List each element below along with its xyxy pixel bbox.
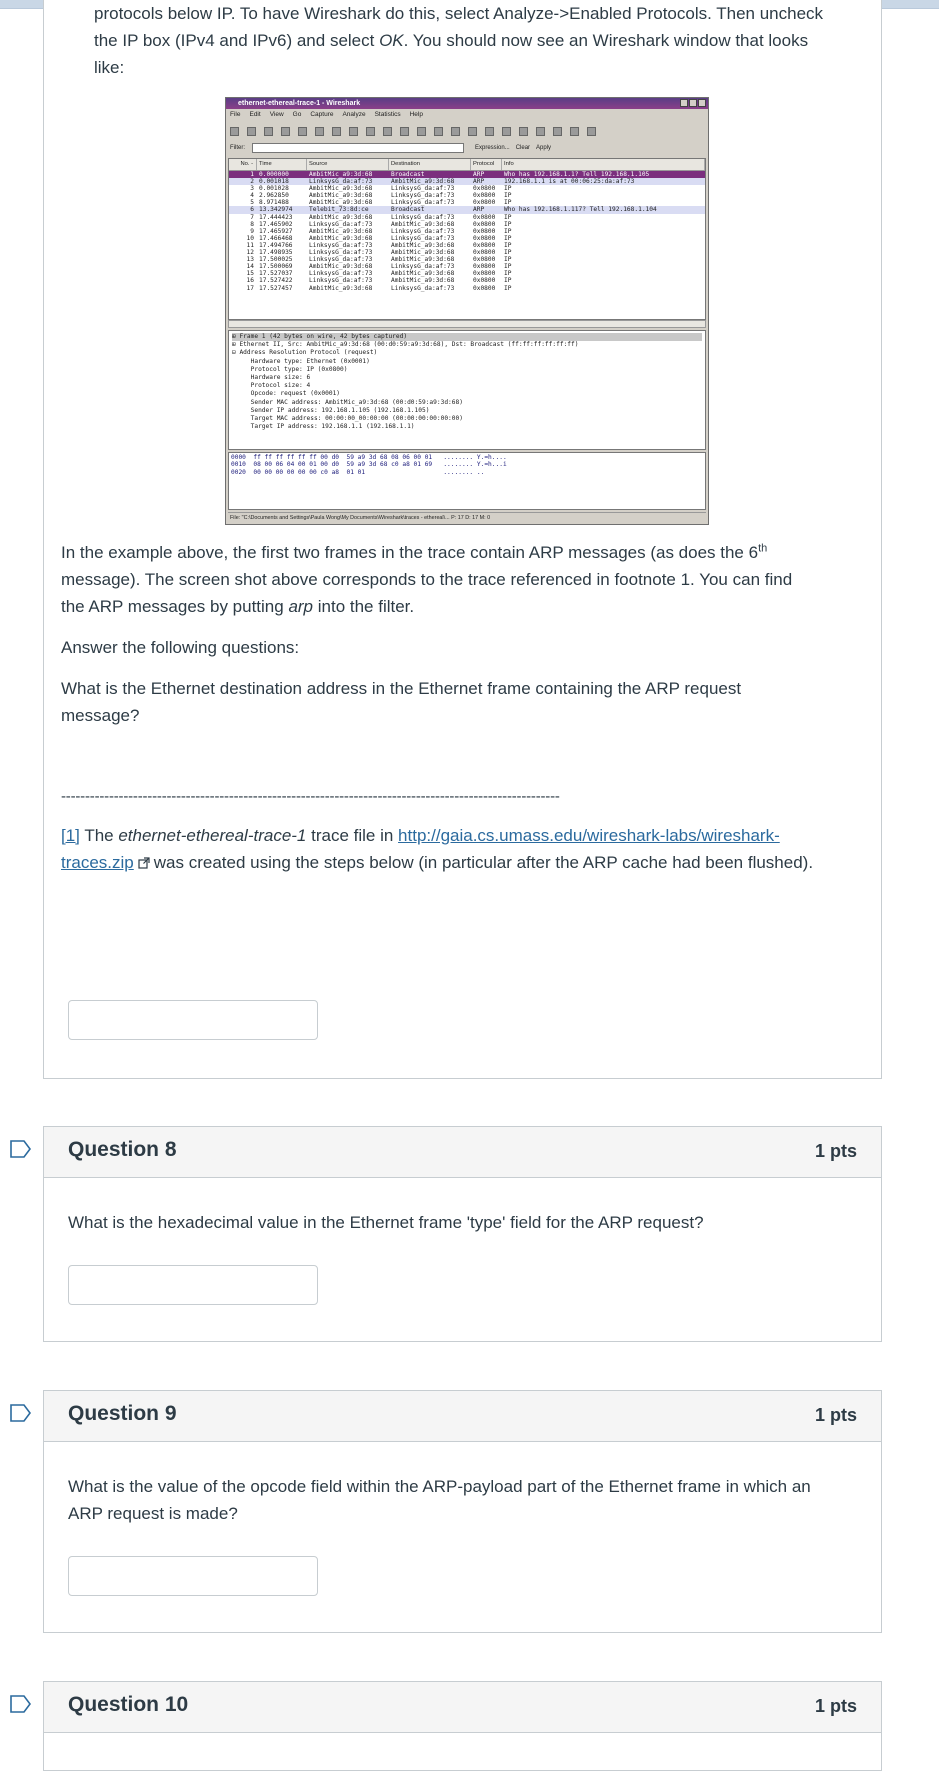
toolbar-icon xyxy=(383,127,392,136)
packet-cell: LinksysG_da:af:73 xyxy=(391,284,455,292)
wireshark-filter-bar xyxy=(230,142,704,154)
packet-cell: 12 xyxy=(246,249,254,257)
toolbar-icon xyxy=(264,127,273,136)
packet-cell: AmbitMic_a9:3d:68 xyxy=(391,220,455,228)
packet-bytes-pane xyxy=(228,452,706,510)
detail-line: Protocol type: IP (0x0800) xyxy=(232,365,348,373)
flag-question-icon[interactable] xyxy=(10,1404,32,1422)
packet-cell: ARP xyxy=(473,206,485,214)
packet-cell: 10 xyxy=(246,234,254,242)
hex-line: 0000 ff ff ff ff ff ff 00 d0 59 a9 3d 68 08 06 00 01 ........ Y.=h.... xyxy=(231,454,507,461)
filter-label: Filter: xyxy=(230,145,245,151)
packet-cell: 0x0800 xyxy=(473,185,496,193)
packet-cell: 17.527457 xyxy=(259,284,293,292)
packet-cell: 0x0800 xyxy=(473,241,496,249)
window-buttons xyxy=(680,99,706,107)
toolbar-icon xyxy=(587,127,596,136)
packet-cell: 14 xyxy=(246,263,254,271)
packet-rows xyxy=(229,171,705,292)
packet-detail-pane xyxy=(228,330,706,450)
packet-cell: 0x0800 xyxy=(473,220,496,228)
answer-input-q7[interactable] xyxy=(68,1000,318,1040)
intro-line-1: protocols below IP. To have Wireshark do this, select Analyze->Enabled Protocols. Then uncheck xyxy=(94,4,824,23)
toolbar-icon xyxy=(366,127,375,136)
column-header: Info xyxy=(502,159,705,170)
packet-cell: 0x0800 xyxy=(473,263,496,271)
packet-cell: 1 xyxy=(250,171,254,178)
toolbar-icon xyxy=(315,127,324,136)
packet-cell: IP xyxy=(504,277,512,285)
packet-row xyxy=(229,185,705,192)
packet-cell: Who has 192.168.1.1? Tell 192.168.1.105 xyxy=(504,171,650,178)
packet-cell: 16 xyxy=(246,277,254,285)
packet-cell: 17.466468 xyxy=(259,234,293,242)
packet-cell: 0x0800 xyxy=(473,256,496,264)
packet-cell: Broadcast xyxy=(391,171,425,178)
packet-cell: LinksysG_da:af:73 xyxy=(391,263,455,271)
packet-cell: LinksysG_da:af:73 xyxy=(391,199,455,207)
packet-cell: AmbitMic_a9:3d:68 xyxy=(309,213,373,221)
packet-cell: 0.001018 xyxy=(259,178,289,186)
question-9-card xyxy=(43,1390,882,1633)
body-para-1-line-3: the ARP messages by putting arp into the filter. xyxy=(61,597,415,616)
packet-cell: AmbitMic_a9:3d:68 xyxy=(391,178,455,186)
packet-cell: 13.342974 xyxy=(259,206,293,214)
packet-row xyxy=(229,214,705,221)
question-9-title: Question 9 xyxy=(68,1402,177,1425)
packet-cell: IP xyxy=(504,241,512,249)
filter-option: Expression... xyxy=(475,145,510,151)
packet-cell: AmbitMic_a9:3d:68 xyxy=(391,256,455,264)
detail-line: ⊟ Address Resolution Protocol (request) xyxy=(232,349,378,357)
packet-cell: 17.465902 xyxy=(259,220,293,228)
packet-cell: AmbitMic_a9:3d:68 xyxy=(309,284,373,292)
packet-cell: 17.500025 xyxy=(259,256,293,264)
packet-row xyxy=(229,285,705,292)
body-para-2: Answer the following questions: xyxy=(61,638,300,657)
packet-cell: AmbitMic_a9:3d:68 xyxy=(391,270,455,278)
packet-cell: IP xyxy=(504,256,512,264)
packet-cell: 13 xyxy=(246,256,254,264)
column-header: Source xyxy=(307,159,389,170)
hex-line: 0010 08 00 06 04 00 01 00 d0 59 a9 3d 68 c0 a8 01 69 ........ Y.=h...i xyxy=(231,461,507,469)
packet-row xyxy=(229,249,705,256)
packet-row xyxy=(229,171,705,178)
wireshark-menu-item: Analyze xyxy=(342,111,366,118)
toolbar-icon xyxy=(230,127,239,136)
packet-cell: LinksysG_da:af:73 xyxy=(309,270,373,278)
packet-cell: 11 xyxy=(246,241,254,249)
detail-line: ⊞ Ethernet II, Src: AmbitMic_a9:3d:68 (00:d0:59:a9:3d:68), Dst: Broadcast (ff:ff:ff:ff:ff:ff) xyxy=(232,341,579,349)
packet-cell: IP xyxy=(504,284,512,292)
packet-cell: AmbitMic_a9:3d:68 xyxy=(309,192,373,200)
packet-cell: Broadcast xyxy=(391,206,425,214)
wireshark-menu-item: Help xyxy=(409,111,423,118)
packet-cell: 3 xyxy=(250,185,254,193)
body-para-3-line-1: What is the Ethernet destination address in the Ethernet frame containing the ARP request xyxy=(61,679,742,698)
packet-cell: LinksysG_da:af:73 xyxy=(309,220,373,228)
packet-row xyxy=(229,221,705,228)
packet-cell: LinksysG_da:af:73 xyxy=(309,249,373,257)
packet-cell: AmbitMic_a9:3d:68 xyxy=(309,199,373,207)
wireshark-toolbar xyxy=(230,124,704,138)
packet-cell: IP xyxy=(504,234,512,242)
packet-cell: IP xyxy=(504,185,512,193)
packet-cell: ARP xyxy=(473,171,485,178)
detail-line: Target MAC address: 00:00:00_00:00:00 (00:00:00:00:00:00) xyxy=(232,415,463,423)
packet-cell: 0x0800 xyxy=(473,192,496,200)
maximize-icon xyxy=(689,99,697,107)
detail-line: Sender IP address: 192.168.1.105 (192.168.1.105) xyxy=(232,406,430,414)
column-header: Destination xyxy=(389,159,471,170)
packet-cell: 15 xyxy=(246,270,254,278)
packet-cell: 2 xyxy=(250,178,254,186)
toolbar-icon xyxy=(247,127,256,136)
packet-cell: IP xyxy=(504,249,512,257)
toolbar-icon xyxy=(570,127,579,136)
wireshark-menu-item: Edit xyxy=(249,111,261,118)
footnote-line-1: [1] The ethernet-ethereal-trace-1 trace file in http://gaia.cs.umass.edu/wireshark-labs/wireshark- xyxy=(61,826,780,845)
packet-list-header xyxy=(229,159,705,171)
filter-input xyxy=(252,143,464,153)
packet-cell: 17.494766 xyxy=(259,241,293,249)
toolbar-icon xyxy=(536,127,545,136)
packet-cell: 17.498935 xyxy=(259,249,293,257)
packet-cell: AmbitMic_a9:3d:68 xyxy=(309,234,373,242)
intro-line-3: like: xyxy=(94,58,125,77)
question-8-header xyxy=(44,1127,881,1178)
packet-row xyxy=(229,206,705,213)
toolbar-icon xyxy=(400,127,409,136)
packet-cell: 5 xyxy=(250,199,254,207)
filter-options xyxy=(475,142,551,154)
packet-cell: AmbitMic_a9:3d:68 xyxy=(309,185,373,193)
question-9-text-line-1: What is the value of the opcode field within the ARP-payload part of the Ethernet frame in which an xyxy=(68,1477,811,1496)
column-header: Protocol xyxy=(471,159,502,170)
packet-cell: 17.500069 xyxy=(259,263,293,271)
body-para-1-line-2: message). The screen shot above corresponds to the trace referenced in footnote 1. You can find xyxy=(61,570,793,589)
question-8-card xyxy=(43,1126,882,1342)
question-10-header xyxy=(44,1682,881,1733)
packet-cell: 17 xyxy=(246,284,254,292)
filter-option: Apply xyxy=(536,145,552,151)
packet-cell: 0x0800 xyxy=(473,277,496,285)
packet-row xyxy=(229,277,705,284)
question-8-title: Question 8 xyxy=(68,1138,177,1161)
packet-row xyxy=(229,199,705,206)
question-8-points: 1 pts xyxy=(814,1141,857,1161)
packet-row xyxy=(229,228,705,235)
intro-line-2: the IP box (IPv4 and IPv6) and select OK. You should now see an Wireshark window that looks xyxy=(94,31,809,50)
packet-cell: 2.962850 xyxy=(259,192,289,200)
packet-row xyxy=(229,178,705,185)
question-9-points: 1 pts xyxy=(814,1405,857,1425)
packet-cell: AmbitMic_a9:3d:68 xyxy=(391,249,455,257)
footnote-ref-link[interactable]: [1] xyxy=(61,826,80,845)
minimize-icon xyxy=(680,99,688,107)
flag-question-icon[interactable] xyxy=(10,1695,32,1713)
footnote-line-2: traces.zip was created using the steps below (in particular after the ARP cache had been flushed). xyxy=(61,853,814,872)
packet-cell: LinksysG_da:af:73 xyxy=(391,192,455,200)
toolbar-icon xyxy=(468,127,477,136)
packet-cell: 0x0800 xyxy=(473,213,496,221)
detail-line: Hardware type: Ethernet (0x0001) xyxy=(232,357,370,365)
detail-line: Target IP address: 192.168.1.1 (192.168.1.1) xyxy=(232,423,415,431)
question-9-header xyxy=(44,1391,881,1442)
packet-cell: AmbitMic_a9:3d:68 xyxy=(391,277,455,285)
question-7-card xyxy=(43,0,882,1079)
packet-cell: AmbitMic_a9:3d:68 xyxy=(309,171,373,178)
column-header: No. - xyxy=(229,159,257,170)
detail-line: Opcode: request (0x0001) xyxy=(232,390,341,398)
hex-line: 0020 00 00 00 00 00 00 c0 a8 01 01 ........ .. xyxy=(231,468,485,476)
packet-row xyxy=(229,235,705,242)
detail-line: Hardware size: 6 xyxy=(232,374,311,382)
packet-cell: 17.527037 xyxy=(259,270,293,278)
detail-line: Protocol size: 4 xyxy=(232,382,311,390)
packet-row xyxy=(229,192,705,199)
packet-row xyxy=(229,263,705,270)
wireshark-screenshot xyxy=(225,97,709,525)
toolbar-icon xyxy=(434,127,443,136)
packet-cell: 0x0800 xyxy=(473,284,496,292)
detail-line: Sender MAC address: AmbitMic_a9:3d:68 (00:d0:59:a9:3d:68) xyxy=(232,398,463,406)
toolbar-icon xyxy=(332,127,341,136)
packet-cell: IP xyxy=(504,227,512,235)
packet-cell: 17.527422 xyxy=(259,277,293,285)
close-icon xyxy=(698,99,706,107)
packet-cell: AmbitMic_a9:3d:68 xyxy=(391,241,455,249)
packet-cell: 0x0800 xyxy=(473,227,496,235)
packet-cell: IP xyxy=(504,192,512,200)
packet-cell: 17.444423 xyxy=(259,213,293,221)
packet-cell: Telebit_73:8d:ce xyxy=(309,206,369,214)
question-10-title: Question 10 xyxy=(68,1693,189,1716)
wireshark-menu-item: Statistics xyxy=(374,111,401,118)
packet-cell: LinksysG_da:af:73 xyxy=(391,185,455,193)
question-8-text: What is the hexadecimal value in the Ethernet frame 'type' field for the ARP request? xyxy=(68,1213,704,1232)
packet-cell: LinksysG_da:af:73 xyxy=(309,178,373,186)
packet-cell: IP xyxy=(504,199,512,207)
packet-cell: ARP xyxy=(473,178,485,186)
column-header: Time xyxy=(257,159,307,170)
packet-cell: 192.168.1.1 is at 00:06:25:da:af:73 xyxy=(504,178,635,186)
packet-cell: 0x0800 xyxy=(473,249,496,257)
packet-cell: 4 xyxy=(250,192,254,200)
packet-row xyxy=(229,256,705,263)
packet-cell: AmbitMic_a9:3d:68 xyxy=(309,227,373,235)
packet-cell: 0x0800 xyxy=(473,199,496,207)
packet-cell: IP xyxy=(504,213,512,221)
packet-cell: 17.465927 xyxy=(259,227,293,235)
packet-cell: 0x0800 xyxy=(473,270,496,278)
packet-cell: LinksysG_da:af:73 xyxy=(309,241,373,249)
packet-row xyxy=(229,270,705,277)
wireshark-menu-item: View xyxy=(269,111,284,118)
horizontal-scrollbar xyxy=(228,320,706,328)
toolbar-icon xyxy=(298,127,307,136)
detail-line: ⊞ Frame 1 (42 bytes on wire, 42 bytes captured) xyxy=(232,333,702,341)
toolbar-icon xyxy=(485,127,494,136)
traces-zip-link-cont[interactable]: traces.zip xyxy=(61,853,134,872)
packet-cell: 0.001028 xyxy=(259,185,289,193)
wireshark-menu xyxy=(230,110,423,120)
question-9-text-line-2: ARP request is made? xyxy=(68,1504,238,1523)
packet-cell: AmbitMic_a9:3d:68 xyxy=(309,263,373,271)
toolbar-icon xyxy=(417,127,426,136)
packet-cell: IP xyxy=(504,270,512,278)
packet-cell: 9 xyxy=(250,227,254,235)
packet-cell: IP xyxy=(504,263,512,271)
answer-input-q9[interactable] xyxy=(68,1556,318,1596)
packet-cell: 0x0800 xyxy=(473,234,496,242)
packet-cell: LinksysG_da:af:73 xyxy=(391,234,455,242)
packet-list xyxy=(228,158,706,320)
packet-cell: LinksysG_da:af:73 xyxy=(391,227,455,235)
external-link-icon xyxy=(138,857,150,869)
wireshark-status-bar: File: "C:\Documents and Settings\Paula Wong\My Documents\Wireshark\traces - ethereal\... P: 17 D: 17 M: 0 xyxy=(228,512,706,523)
packet-cell: LinksysG_da:af:73 xyxy=(309,256,373,264)
packet-cell: 0.000000 xyxy=(259,171,289,178)
packet-cell: LinksysG_da:af:73 xyxy=(309,277,373,285)
packet-cell: 7 xyxy=(250,213,254,221)
packet-cell: 8 xyxy=(250,220,254,228)
question-10-points: 1 pts xyxy=(814,1696,857,1716)
wireshark-menu-item: Go xyxy=(292,111,302,118)
packet-cell: Who has 192.168.1.117? Tell 192.168.1.104 xyxy=(504,206,657,214)
packet-cell: 6 xyxy=(250,206,254,214)
toolbar-icon xyxy=(553,127,562,136)
packet-cell: LinksysG_da:af:73 xyxy=(391,213,455,221)
toolbar-icon xyxy=(281,127,290,136)
packet-cell: 8.971488 xyxy=(259,199,289,207)
packet-row xyxy=(229,242,705,249)
wireshark-title-bar: ethernet-ethereal-trace-1 - Wireshark xyxy=(226,98,708,109)
toolbar-icon xyxy=(349,127,358,136)
toolbar-icon xyxy=(451,127,460,136)
toolbar-icon xyxy=(519,127,528,136)
body-para-1-line-1: In the example above, the first two frames in the trace contain ARP messages (as does the 6th xyxy=(61,542,768,562)
packet-cell: IP xyxy=(504,220,512,228)
body-para-3-line-2: message? xyxy=(61,706,140,725)
wireshark-menu-item: Capture xyxy=(310,111,334,118)
flag-question-icon[interactable] xyxy=(10,1140,32,1158)
footnote-divider: -------------------------------------------------------------------------------------------------------- xyxy=(61,788,560,805)
filter-option: Clear xyxy=(515,145,531,151)
toolbar-icon xyxy=(502,127,511,136)
wireshark-menu-item: File xyxy=(230,111,241,118)
answer-input-q8[interactable] xyxy=(68,1265,318,1305)
traces-zip-link[interactable]: http://gaia.cs.umass.edu/wireshark-labs/wireshark- xyxy=(398,826,780,845)
